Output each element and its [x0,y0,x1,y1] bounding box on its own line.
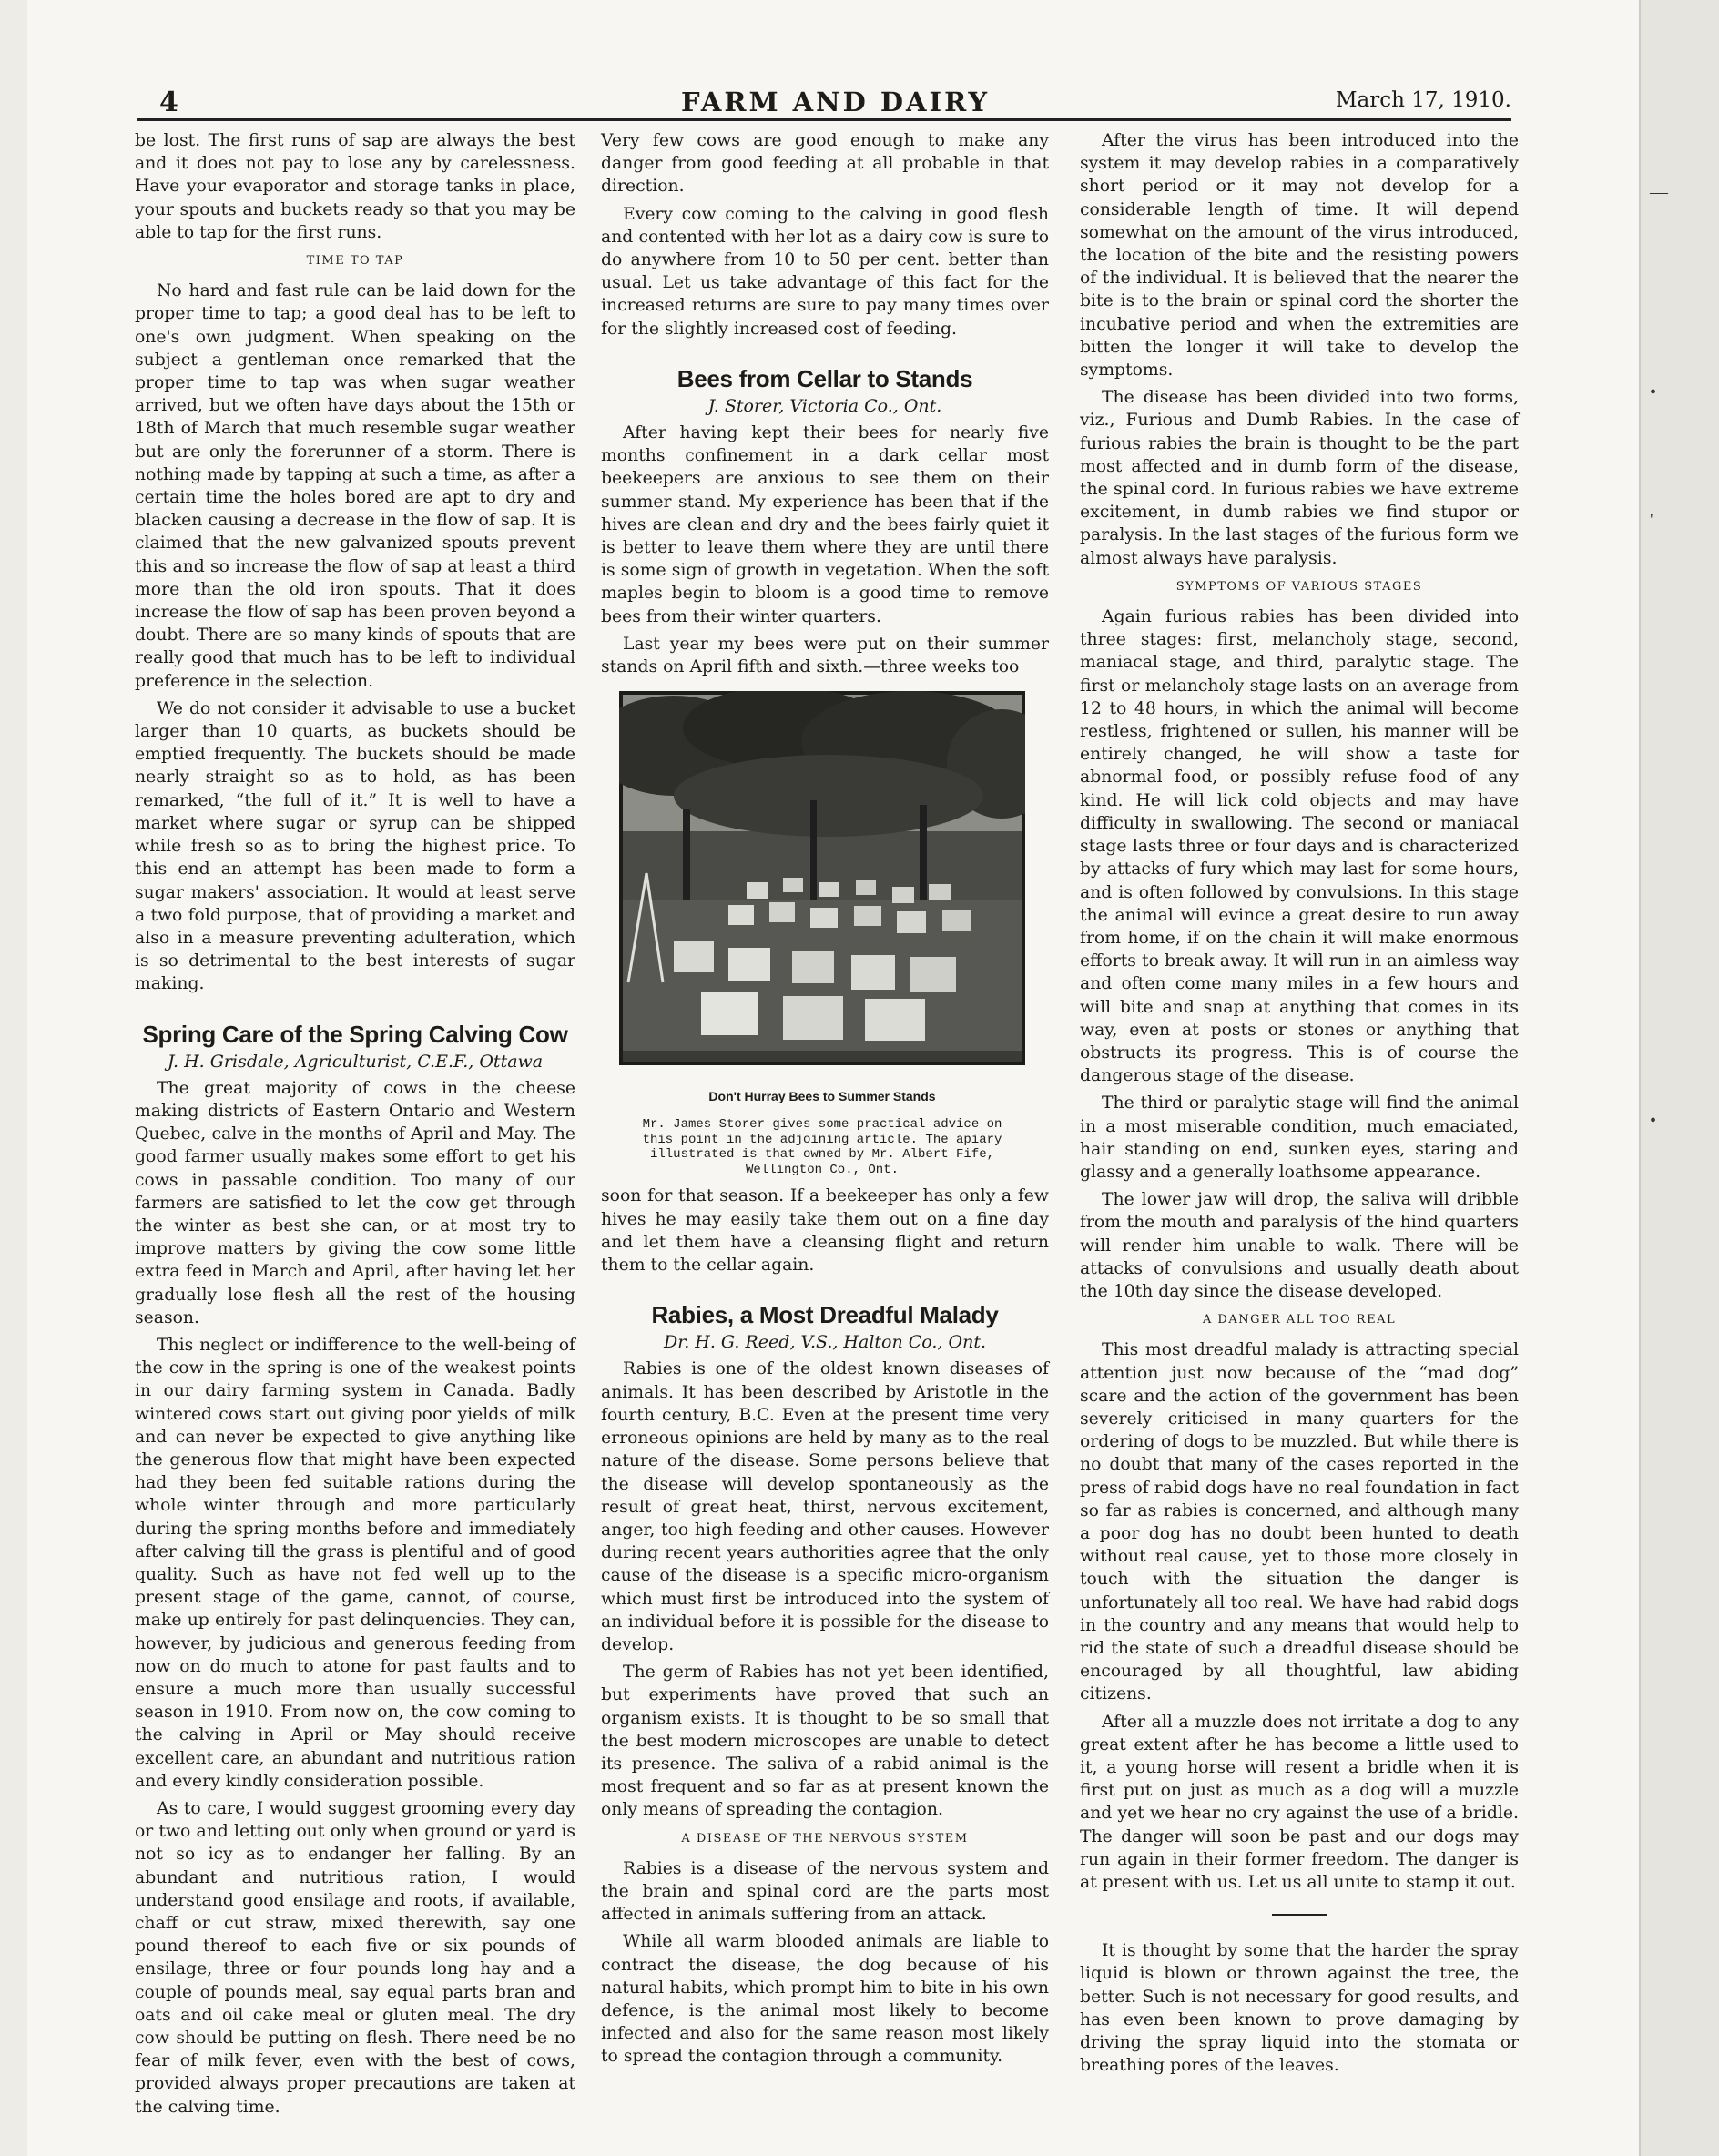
page-header [159,86,1511,117]
subheading: SYMPTOMS OF VARIOUS STAGES [1175,579,1423,594]
column-1 [135,129,575,2123]
paragraph: While all warm blooded animals are liable to contract the disease, the dog because of his natural habits, which prompt him to bite in his own defence, is the animal most likely to become infected and also for the same reason most likely to spread the contagion through a community. [601,1932,1049,2067]
adjacent-page-edge: — • ' • [1639,0,1719,2156]
paragraph: As to care, I would suggest grooming every day or two and letting out only when ground or yard is not so icy as to endanger her falling. By an abundant and nutritious ration, I would understand good ensilage and roots, if available, chaff or cut straw, mixed therewith, say one pound thereof to each five or six pounds of ensilage, three or four pounds long hay and a couple of pounds meal, say equal parts bran and oats and oil cake meal or gluten meal. The dry cow should be putting on flesh. There need be no fear of milk fever, even with the best of cows, provided always proper precautions are taken at the calving time. [135,1799,575,2117]
paragraph: Rabies is one of the oldest known diseases of animals. It has been described by Aristotle in the fourth century, B.C. Even at the present time very erroneous opinions are held by many as to the real nature of the disease. Some persons believe that the disease will develop spontaneously as the result of great heat, thirst, nervous excitement, anger, too high feeding and other causes. However during recent years authorities agree that the only cause of the disease is a specific micro-organism which must first be introduced into the system of an individual before it is possible for the disease to develop. [601,1359,1049,1654]
paragraph: Last year my bees were put on their summer stands on April fifth and sixth.—three weeks too [601,634,1049,677]
paragraph: We do not consider it advisable to use a bucket larger than 10 quarts, as buckets should be emptied frequently. The buckets should be made nearly straight so as to hold, as has been remarked, “the full of it.” It is well to have a market where sugar or syrup can be shipped while fresh so as to bring the highest price. To this end an attempt has been made to form a sugar makers' association. It would at least serve a two fold purpose, that of providing a market and also in a measure preventing adulteration, which is so detrimental to the best interests of sugar making. [135,698,575,994]
paragraph: Very few cows are good enough to make any danger from good feeding at all probable in that direction. [601,131,1049,197]
subheading: A DISEASE OF THE NERVOUS SYSTEM [681,1831,969,1846]
header-rule [137,118,1511,121]
photo-caption: Mr. James Storer gives some practical advice on this point in the adjoining article. The apiary illustrated is that owned by Mr. Albert Fife, Wellington Co., Ont. [642,1117,1002,1177]
paragraph: After having kept their bees for nearly five months confinement in a dark cellar most beekeepers are anxious to see them on their summer stand. My experience has been that if the hives are clean and dry and the bees fairly quiet it is better to leave them where they are until there is some sign of growth in vegetation. When the soft maples begin to bloom is a good time to remove bees from their winter quarters. [601,423,1049,626]
paragraph: The third or paralytic stage will find the animal in a most miserable condition, much emaciated, hair standing on end, sunken eyes, staring and glassy and a generally loathsome appearance. [1080,1093,1519,1182]
article-title: Bees from Cellar to Stands [676,364,973,392]
paragraph: No hard and fast rule can be laid down for the proper time to tap; a good deal has to be left to one's own judgment. When speaking on the subject a gentleman once remarked that the proper time to tap was when sugar weather arrived, but we often have days about the 15th or 18th of March that much resemble sugar weather but are only the forerunner of a storm. There is nothing made by tapping at such a time, as after a certain time the holes bored are apt to dry and blacken causing a decrease in the flow of sap. It is claimed that the new galvanized spouts prevent this and so increase the flow of sap at least a third more than the old iron spouts. That it does increase the flow of sap has been proven beyond a doubt. There are so many kinds of spouts that are really good that much has to be left to individual preference in the selection. [135,281,575,691]
paragraph: be lost. The first runs of sap are always the best and it does not pay to lose any by carelessness. Have your evaporator and storage tanks in place, your spouts and buckets ready so that you may be able to tap for the first runs. [135,131,575,242]
subheading: TIME TO TAP [306,254,404,269]
byline: J. Storer, Victoria Co., Ont. [707,395,942,416]
paragraph: This most dreadful malady is attracting special attention just now because of the “mad dog” scare and the action of the government has been severely criticised in many quarters for the ordering of dogs to be muzzled. But while there is no doubt that many of the cases reported in the press of rabid dogs have no real foundation in fact so far as rabies is concerned, and although many a poor dog has no doubt been hunted to death without real cause, yet to those more closely in touch with the situation the danger is unfortunately all too real. We have had rabid dogs in the country and any means that would help to rid the state of such a dreadful disease should be encouraged by all thoughtful, law abiding citizens. [1080,1340,1519,1704]
subheading: A DANGER ALL TOO REAL [1202,1313,1397,1327]
paragraph: The disease has been divided into two forms, viz., Furious and Dumb Rabies. In the case of furious rabies the brain is thought to be the part most affected and in dumb form of the disease, the spinal cord. In furious rabies we have extreme excitement, in dumb rabies we find stupor or paralysis. In the last stages of the furious form we almost always have paralysis. [1080,388,1519,568]
paragraph: Every cow coming to the calving in good flesh and contented with her lot as a dairy cow is sure to do anywhere from 10 to 50 per cent. better than usual. Let us take advantage of this fact for the increased returns are sure to pay many times over for the slightly increased cost of feeding. [601,204,1049,339]
paragraph: Again furious rabies has been divided into three stages: first, melancholy stage, second, maniacal stage, and third, paralytic stage. The first or melancholy stage lasts on an average from 12 to 48 hours, in which the animal will become restless, frightened or sullen, his manner will be entirely changed, he will show a taste for abnormal food, or possibly refuse food of any kind. He will lick cold objects and may have difficulty in swallowing. The second or maniacal stage lasts three or four days and is characterized by attacks of fury which may last for some hours, and is often followed by convulsions. In this stage the animal will evince a great desire to run away from home, if on the chain it will make enormous efforts to break away. It will run in an aimless way and often come many miles in a few hours and will bite and snap at anything that comes in its way, even at posts or stones or anything that obstructs its progress. This is of course the dangerous stage of the disease. [1080,607,1519,1086]
apiary-photo-figure [619,691,1025,1177]
article-title: Rabies, a Most Dreadful Malady [651,1301,999,1329]
apiary-photo [619,691,1025,1065]
paragraph: The lower jaw will drop, the saliva will dribble from the mouth and paralysis of the hind quarters will render him unable to walk. There will be attacks of convulsions and usually death about the 10th day since the disease developed. [1080,1190,1519,1301]
paragraph: It is thought by some that the harder the spray liquid is blown or thrown against the tree, the better. Such is not necessary for good results, and has even been known to prove damaging by driving the spray liquid into the stomata or breathing pores of the leaves. [1080,1941,1519,2076]
page-number: 4 [159,86,178,118]
paragraph: After all a muzzle does not irritate a dog to any great extent after he has become a little used to it, a young horse will resent a bridle when it is first put on just as much as a dog will a muzzle and yet we hear no cry against the use of a bridle. The danger will soon be past and our dogs may run again in their former freedom. The danger is at present with us. Let us all unite to stamp it out. [1080,1712,1519,1893]
column-3 [1080,129,1519,2081]
issue-date: March 17, 1910. [1336,88,1511,112]
photo-caption-title: Don't Hurray Bees to Summer Stands [708,1089,936,1104]
section-divider [1272,1914,1327,1916]
paragraph: This neglect or indifference to the well-being of the cow in the spring is one of the weakest points in our dairy farming system in Canada. Badly wintered cows start out giving poor yields of milk and can never be expected to give anything like the generous flow that might have been expected had they been fed suitable rations during the whole winter through and more particularly during the spring months before and immediately after calving till the grass is plentiful and of good quality. Such as have not fed well up to the present stage of the game, cannot, of course, make up entirely for past delinquencies. They can, however, by judicious and generous feeding from now on do much to atone for past faults and to ensure a much more than usually successful season in 1910. From now on, the cow coming to the calving in April or May should receive excellent care, an abundant and nutritious ration and every kindly consideration possible. [135,1335,575,1791]
paragraph: After the virus has been introduced into the system it may develop rabies in a comparatively short period or it may not develop for a considerable length of time. It will depend somewhat on the amount of the virus introduced, the location of the bite and the resisting powers of the individual. It is believed that the nearer the bite is to the brain or spinal cord the shorter the incubative period and when the extremities are bitten the longer it will take to develop the symptoms. [1080,131,1519,381]
masthead: FARM AND DAIRY [680,86,991,117]
article-title: Spring Care of the Spring Calving Cow [142,1020,568,1048]
byline: J. H. Grisdale, Agriculturist, C.E.F., Ottawa [167,1051,544,1072]
paragraph: soon for that season. If a beekeeper has only a few hives he may easily take them out on a fine day and let them have a cleansing flight and return them to the cellar again. [601,1186,1049,1276]
paragraph: Rabies is a disease of the nervous system and the brain and spinal cord are the parts most affected in animals suffering from an attack. [601,1858,1049,1925]
column-2 [601,129,1049,2073]
paragraph: The great majority of cows in the cheese making districts of Eastern Ontario and Western Quebec, calve in the months of April and May. The good farmer usually makes some effort to get his cows in passable condition. Too many of our farmers are satisfied to let the cow get through the winter as best she can, or at most try to improve matters by giving the cow some little extra feed in March and April, after having let her gradually lose flesh all the rest of the housing season. [135,1078,575,1327]
paragraph: The germ of Rabies has not yet been identified, but experiments have proved that such an organism exists. It is thought to be so small that the best modern microscopes are unable to detect its presence. The saliva of a rabid animal is the most frequent and so far as at present known the only means of spreading the contagion. [601,1663,1049,1820]
byline: Dr. H. G. Reed, V.S., Halton Co., Ont. [663,1332,987,1353]
